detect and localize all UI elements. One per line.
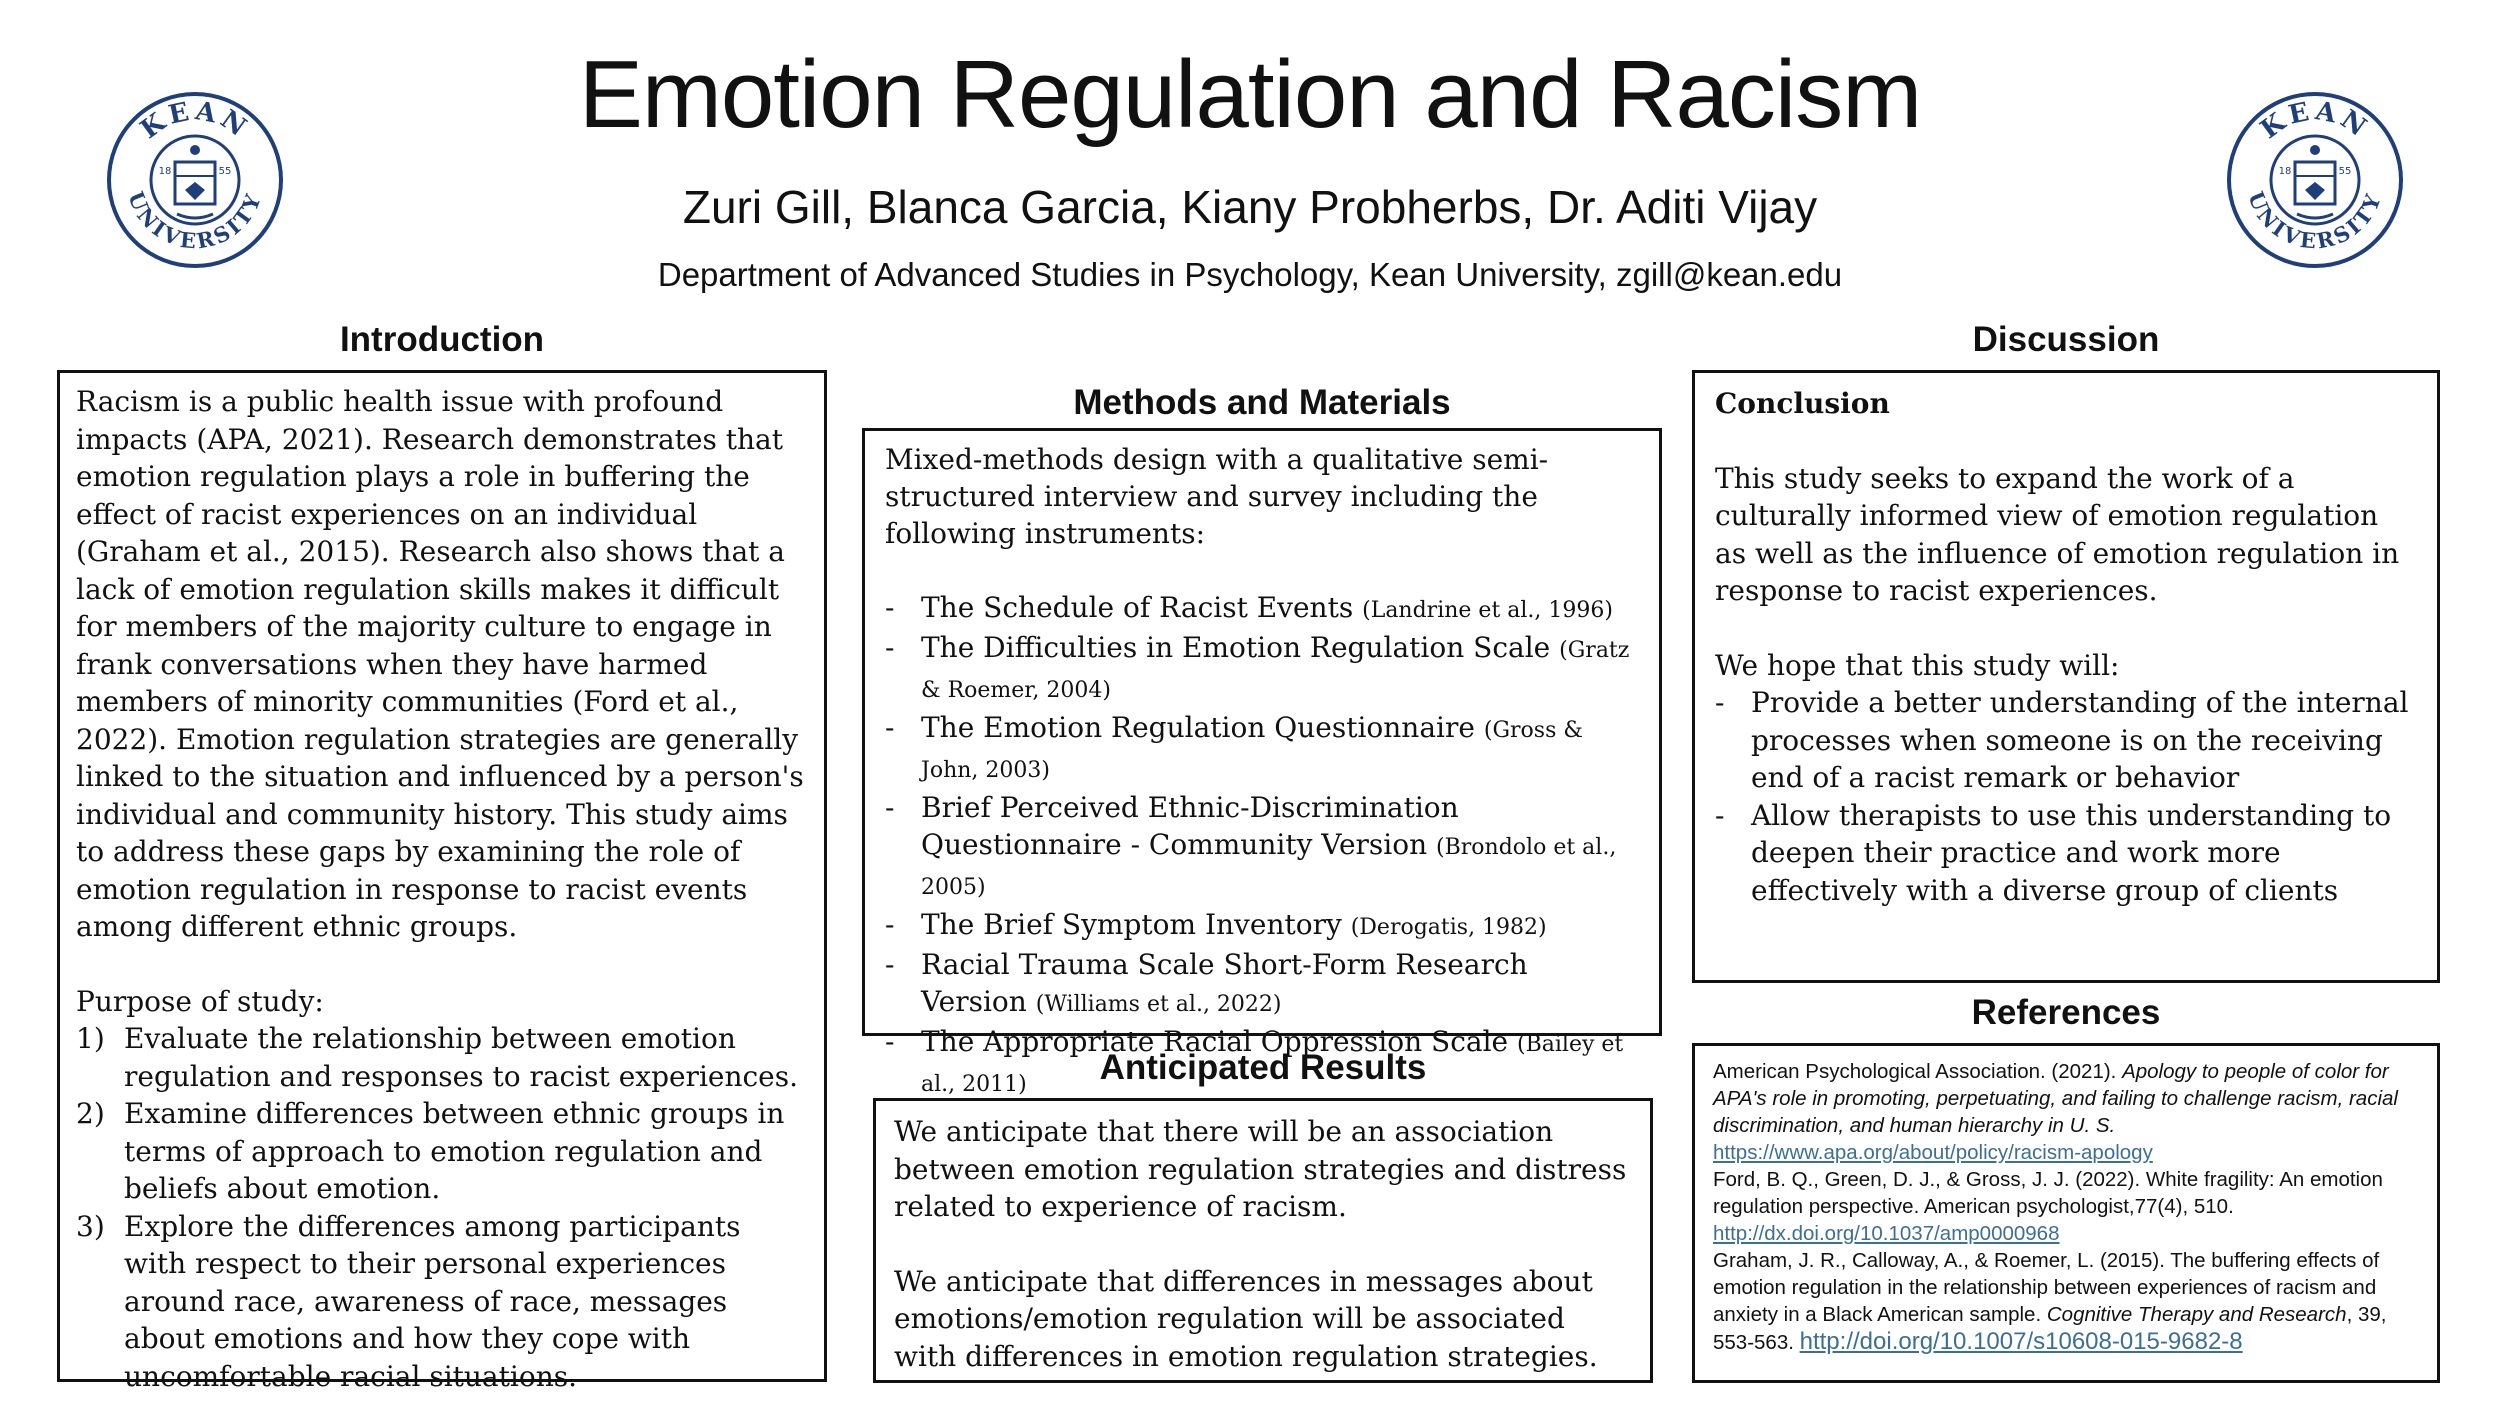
discussion-heading: Discussion	[1972, 320, 2160, 359]
results-heading: Anticipated Results	[1099, 1048, 1427, 1087]
instrument-item: - The Difficulties in Emotion Regulation Scale (Gratz & Roemer, 2004)	[885, 631, 1630, 703]
reference-link[interactable]: http://doi.org/10.1007/s10608-015-9682-8	[1799, 1328, 2243, 1355]
hope-label: We hope that this study will:	[1715, 648, 2120, 682]
logo-top-text: KEAN	[2255, 96, 2375, 146]
reference-link[interactable]: http://dx.doi.org/10.1037/amp0000968	[1713, 1222, 2060, 1245]
logo-year-right: 55	[2338, 166, 2352, 177]
purpose-label: Purpose of study:	[76, 984, 324, 1018]
introduction-box	[57, 370, 827, 1393]
discussion-box	[1692, 370, 2440, 983]
hope-item: - Allow therapists to use this understanding to deepen their practice and work more effectively with a diverse group of clients	[1715, 798, 2392, 907]
reference-item: Graham, J. R., Calloway, A., & Roemer, L. (2015). The buffering effects of emotion regulation in the relationship between experiences of racism and anxiety in a Black American sample. Cognitive Therapy and Research, 39, 553-563. http://doi.org/10.1007/s10608-015-9682-8	[1713, 1249, 2387, 1355]
reference-link[interactable]: https://www.apa.org/about/policy/racism-apology	[1713, 1141, 2153, 1164]
discussion-paragraph: This study seeks to expand the work of a culturally informed view of emotion regulation as well as the influence of emotion regulation in response to racist experiences.	[1715, 461, 2400, 607]
reference-item: Ford, B. Q., Green, D. J., & Gross, J. J. (2022). White fragility: An emotion regulation perspective. American psychologist,77(4), 510. http://dx.doi.org/10.1037/amp0000968	[1713, 1168, 2383, 1245]
methods-heading: Methods and Materials	[1073, 383, 1451, 422]
references-box	[1692, 1043, 2440, 1383]
poster-authors: Zuri Gill, Blanca Garcia, Kiany Probherbs, Dr. Aditi Vijay	[682, 181, 1818, 233]
poster-department: Department of Advanced Studies in Psychology, Kean University, zgill@kean.edu	[657, 256, 1843, 293]
methods-intro: Mixed-methods design with a qualitative semi-structured interview and survey including the following instruments:	[885, 443, 1549, 550]
reference-item: American Psychological Association. (2021). Apology to people of color for APA's role in promoting, perpetuating, and failing to challenge racism, racial discrimination, and human hierarchy in U. S. https://www.apa.org/about/policy/racism-apology	[1713, 1060, 2398, 1164]
instrument-item: - Brief Perceived Ethnic-Discrimination Questionnaire - Community Version (Brondolo et al., 2005)	[885, 791, 1617, 900]
purpose-list	[76, 1020, 808, 1395]
kean-university-logo-right	[2225, 90, 2405, 270]
instrument-item: - The Emotion Regulation Questionnaire (Gross & John, 2003)	[885, 711, 1583, 783]
logo-year-right: 55	[218, 166, 232, 177]
hope-item: - Provide a better understanding of the internal processes when someone is on the receiving end of a racist remark or behavior	[1715, 686, 2409, 794]
conclusion-label: Conclusion	[1715, 387, 1890, 420]
results-paragraph-1: We anticipate that there will be an association between emotion regulation strategies and distress related to experience of racism.	[894, 1115, 1627, 1223]
instrument-item: - Racial Trauma Scale Short-Form Research Version (Williams et al., 2022)	[885, 948, 1528, 1018]
logo-year-left: 18	[158, 166, 172, 177]
hope-list	[1715, 684, 2417, 909]
instrument-item: - The Brief Symptom Inventory (Derogatis, 1982)	[885, 908, 1547, 941]
references-heading: References	[1971, 993, 2161, 1032]
purpose-item: 1) Evaluate the relationship between emotion regulation and responses to racist experiences.	[76, 1022, 799, 1093]
instrument-list	[885, 589, 1639, 1103]
introduction-paragraph: Racism is a public health issue with profound impacts (APA, 2021). Research demonstrates that emotion regulation plays a role in buffering the effect of racist experiences on an individual (Graham et al., 2015). Research also shows that a lack of emotion regulation skills makes it difficult for members of the majority culture to engage in frank conversations when they have harmed members of minority communities (Ford et al., 2022). Emotion regulation strategies are generally linked to the situation and influenced by a person's individual and community history. This study aims to address these gaps by examining the role of emotion regulation in response to racist events among different ethnic groups.	[76, 385, 804, 943]
logo-year-left: 18	[2278, 166, 2292, 177]
results-paragraph-2: We anticipate that differences in messages about emotions/emotion regulation will be associated with differences in emotion regulation strategies.	[894, 1264, 1598, 1373]
purpose-item: 2) Examine differences between ethnic groups in terms of approach to emotion regulation and beliefs about emotion.	[76, 1097, 785, 1205]
logo-top-text: KEAN	[135, 96, 255, 146]
introduction-heading: Introduction	[339, 320, 545, 359]
instrument-item: - The Schedule of Racist Events (Landrine et al., 1996)	[885, 591, 1613, 624]
poster-title: Emotion Regulation and Racism	[578, 41, 1922, 148]
logo-bottom-text: UNIVERSITY	[123, 187, 267, 254]
results-box	[873, 1098, 1653, 1383]
logo-bottom-text: UNIVERSITY	[2243, 187, 2387, 254]
kean-university-logo-left	[105, 90, 285, 270]
purpose-item: 3) Explore the differences among participants with respect to their personal experiences around race, awareness of race, messages about emotions and how they cope with uncomfortable racial situations.	[76, 1209, 741, 1393]
instrument-item: - The Appropriate Racial Oppression Scale (Bailey et al., 2011)	[885, 1025, 1624, 1097]
